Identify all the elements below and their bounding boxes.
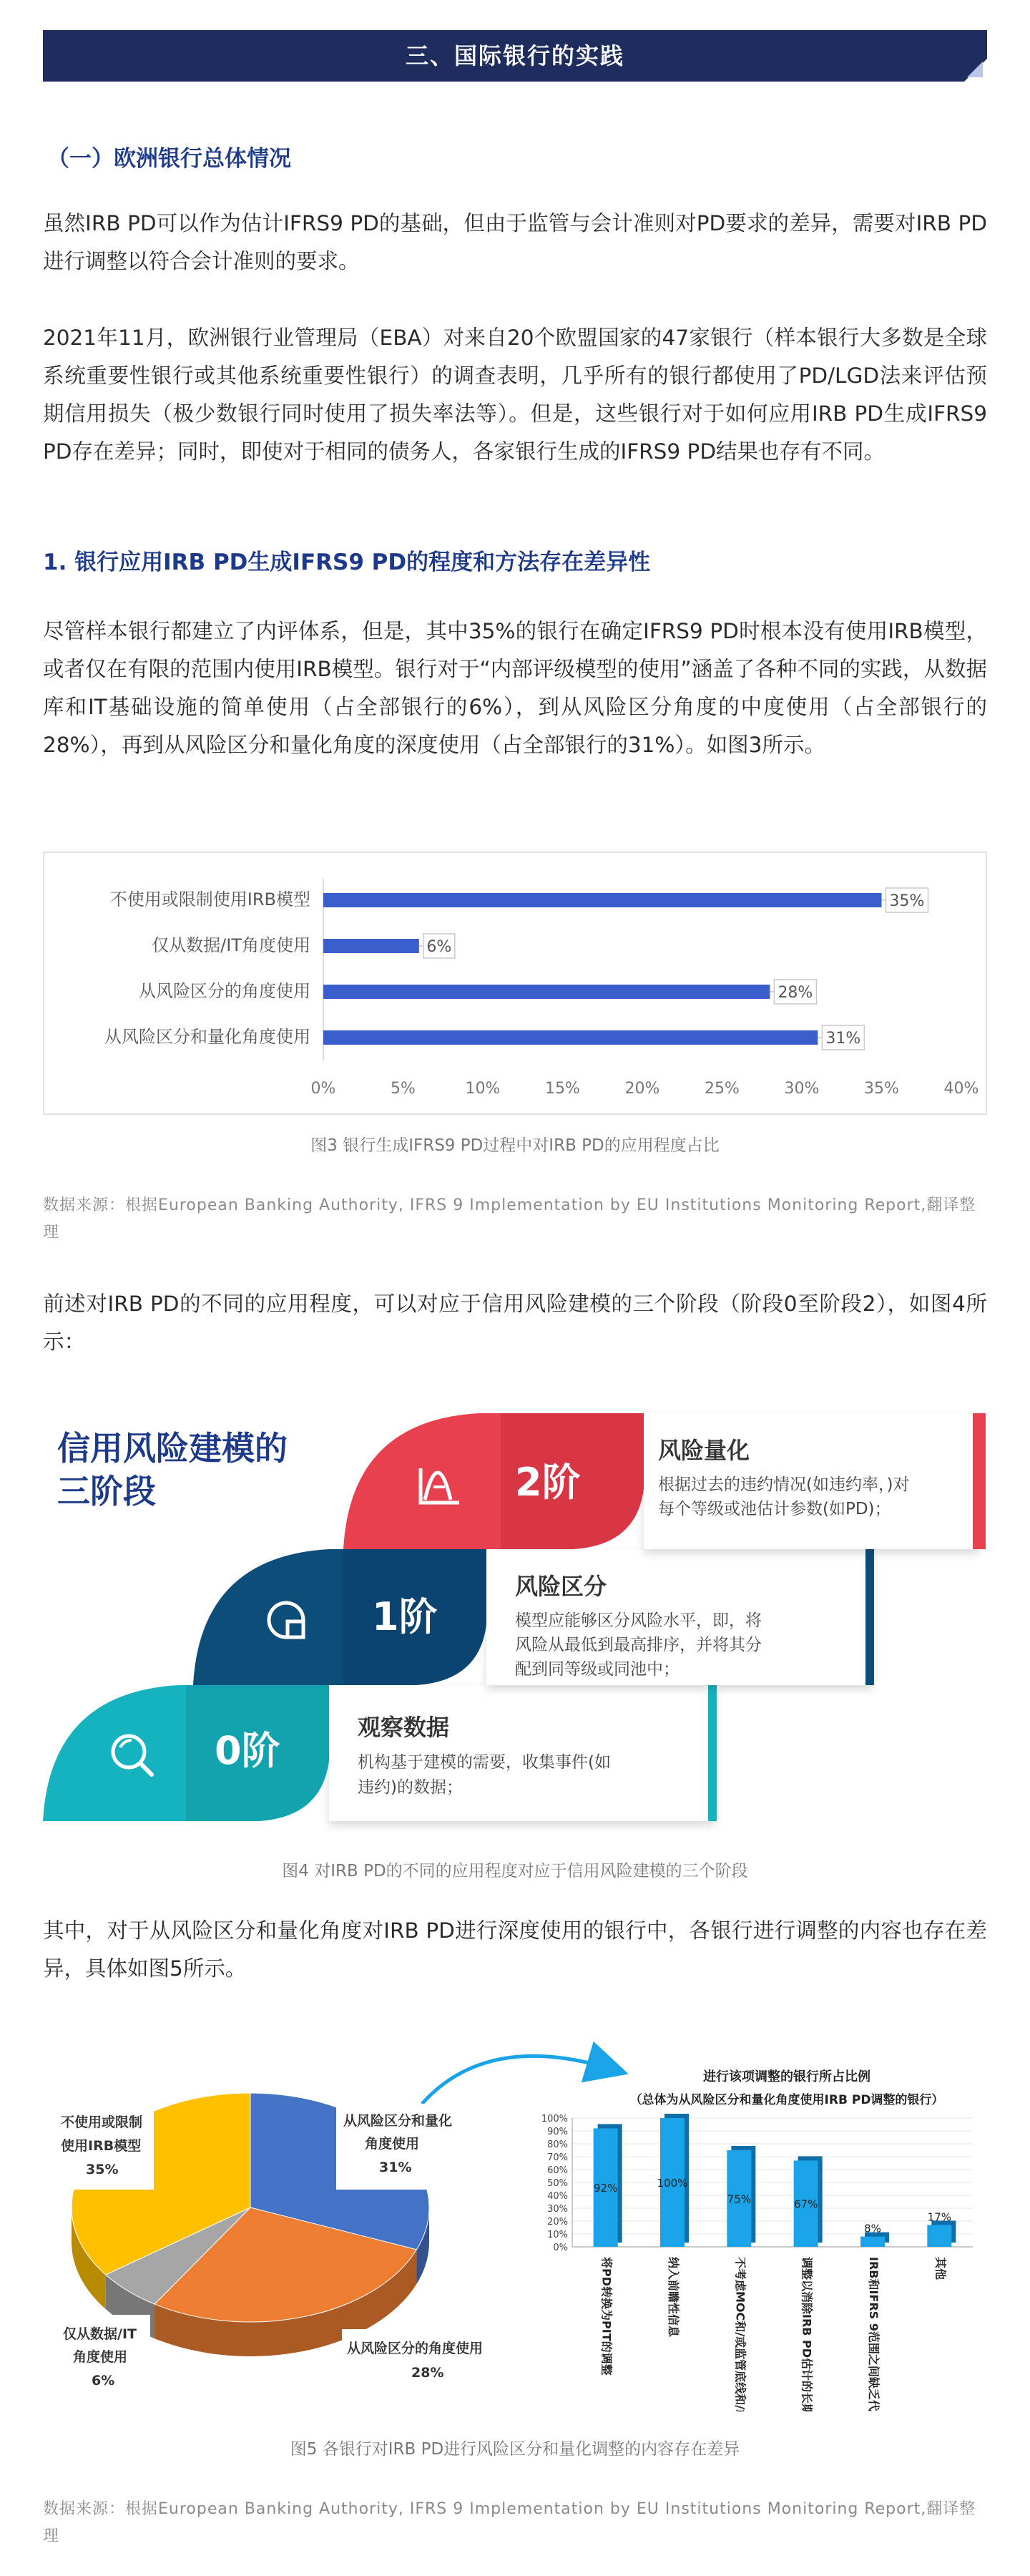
bar-category-label: 纳入前瞻性信息 xyxy=(667,2257,680,2338)
stage-2-label: 2阶 xyxy=(515,1460,581,1505)
stage-1-desc-line2: 风险从最低到最高排序，并将其分 xyxy=(515,1636,762,1654)
stage-2-name: 风险量化 xyxy=(658,1437,750,1464)
stage-2-desc-line1: 根据过去的违约情况(如违约率，)对 xyxy=(658,1475,910,1494)
bar-chart-title: 进行该项调整的银行所占比例 xyxy=(703,2069,870,2084)
y-tick-label: 0% xyxy=(553,2243,568,2253)
diagram-title-line1: 信用风险建模的 xyxy=(57,1429,288,1468)
stage-1-label: 1阶 xyxy=(372,1594,438,1639)
stage-0-desc-line1: 机构基于建模的需要，收集事件(如 xyxy=(358,1753,611,1772)
bar-value-label: 17% xyxy=(927,2210,952,2224)
category-label: 仅从数据/IT角度使用 xyxy=(152,935,310,955)
y-tick-label: 100% xyxy=(541,2114,568,2124)
y-tick-label: 60% xyxy=(547,2165,568,2176)
bar-chart-svg xyxy=(44,853,986,1113)
stage-0-label: 0阶 xyxy=(215,1728,280,1773)
connector-arrow xyxy=(422,2056,608,2104)
stage-0-accent-bar xyxy=(708,1685,717,1821)
data-label: 35% xyxy=(889,892,925,910)
x-tick-label: 30% xyxy=(784,1080,820,1098)
pie-label-3-value: 6% xyxy=(92,2373,115,2389)
x-tick-label: 35% xyxy=(864,1080,899,1098)
bar-value-label: 8% xyxy=(864,2222,881,2235)
figure-5-caption: 图5 各银行对IRB PD进行风险区分和量化调整的内容存在差异 xyxy=(290,2440,740,2459)
y-tick-label: 20% xyxy=(547,2217,568,2228)
figure-5-source: 数据来源：根据European Banking Authority, IFRS 9 Implementation by EU Institutions Monitoring Report,翻译整理 xyxy=(43,2500,976,2545)
y-tick-label: 10% xyxy=(547,2230,568,2240)
figure-4-caption: 图4 对IRB PD的不同的应用程度对应于信用风险建模的三个阶段 xyxy=(282,1862,748,1880)
pie-label-box-2 xyxy=(342,2329,521,2394)
bar-value-label: 67% xyxy=(793,2197,818,2211)
figure-3-bar-chart xyxy=(43,852,987,1115)
pie-label-4-value: 35% xyxy=(86,2162,119,2177)
paragraph-3: 尽管样本银行都建立了内评体系，但是，其中35%的银行在确定IFRS9 PD时根本没有使用IRB模型，或者仅在有限的范围内使用IRB模型。银行对于“内部评级模型的使用”涵盖了各种不同的实践，从数据库和IT基础设施的简单使用（占全部银行的6%），到从风险区分角度的中度使用（占全部银行的28%），再到从风险区分和量化角度的深度使用（占全部银行的31%）。如图3所示。 xyxy=(43,619,987,757)
section-title: 三、国际银行的实践 xyxy=(405,42,624,69)
category-label: 从风险区分的角度使用 xyxy=(139,981,310,1001)
data-label: 31% xyxy=(825,1030,861,1048)
bar xyxy=(323,939,419,953)
y-tick-label: 90% xyxy=(547,2127,568,2137)
data-label: 28% xyxy=(778,984,813,1002)
y-tick-label: 50% xyxy=(547,2178,568,2189)
banner-corner-accent xyxy=(967,62,983,77)
bar-category-label: 不考虑MOC和/或监管底线和/或监管附加项 xyxy=(733,2257,747,2411)
paragraph-5: 其中，对于从风险区分和量化角度对IRB PD进行深度使用的银行中，各银行进行调整的内容也存在差异，具体如图5所示。 xyxy=(43,1918,987,1981)
x-tick-label: 40% xyxy=(943,1080,979,1098)
section-banner xyxy=(43,30,987,82)
pie-label-2: 从风险区分的角度使用 xyxy=(347,2341,484,2356)
paragraph-1: 虽然IRB PD可以作为估计IFRS9 PD的基础，但由于监管与会计准则对PD要求的差异，需要对IRB PD进行调整以符合会计准则的要求。 xyxy=(43,211,987,273)
pie-label-1-line1: 从风险区分和量化 xyxy=(343,2113,453,2129)
diagram-title-line2: 三阶段 xyxy=(57,1472,156,1511)
pie-label-4-line2: 使用IRB模型 xyxy=(61,2138,142,2154)
adjustment-bar-chart xyxy=(541,2069,973,2411)
y-tick-label: 30% xyxy=(547,2204,568,2215)
bar-value-label: 100% xyxy=(657,2177,688,2190)
bar-category-label: 调整以消除IRB PD估计的长期平均性质 xyxy=(800,2257,814,2411)
y-tick-label: 40% xyxy=(547,2191,568,2202)
bar-category-label: IRB和IFRS 9范围之间缺乏代表性 xyxy=(867,2257,881,2411)
stage-2-desc-line2: 每个等级或池估计参数(如PD)； xyxy=(658,1500,891,1518)
stage-1-name: 风险区分 xyxy=(515,1573,607,1600)
stage-1-desc-line1: 模型应能够区分风险水平，即，将 xyxy=(515,1611,762,1630)
pie-label-4-line1: 不使用或限制 xyxy=(61,2114,143,2130)
pie-label-1-line2: 角度使用 xyxy=(365,2136,420,2152)
stages-svg xyxy=(43,1402,987,1832)
paragraph-2: 2021年11月，欧洲银行业管理局（EBA）对来自20个欧盟国家的47家银行（样本银行大多数是全球系统重要性银行或其他系统重要性银行）的调查表明，几乎所有的银行都使用了PD/LGD法来评估预期信用损失（极少数银行同时使用了损失率法等）。但是，这些银行对于如何应用IRB PD生成IFRS9 PD存在差异；同时，即使对于相同的债务人，各家银行生成的IFRS9 PD结果也存有不同。 xyxy=(43,326,987,464)
y-tick-label: 80% xyxy=(547,2140,568,2150)
bar-category-label: 其他 xyxy=(933,2257,948,2280)
stage-2 xyxy=(343,1413,986,1549)
figure-5-pie-and-bar xyxy=(43,2025,987,2411)
y-tick-label: 70% xyxy=(547,2152,568,2163)
data-label: 6% xyxy=(426,938,452,956)
bar xyxy=(323,1030,818,1045)
subheading-1: 1. 银行应用IRB PD生成IFRS9 PD的程度和方法存在差异性 xyxy=(43,550,651,575)
x-tick-label: 15% xyxy=(545,1080,580,1098)
bar xyxy=(860,2237,885,2247)
bar xyxy=(927,2225,951,2247)
figure-4-stages-diagram xyxy=(43,1402,987,1832)
x-tick-label: 10% xyxy=(465,1080,501,1098)
x-tick-label: 20% xyxy=(624,1080,660,1098)
bar-chart-subtitle: （总体为从风险区分和量化角度使用IRB PD调整的银行） xyxy=(629,2093,944,2107)
pie-label-3-line2: 角度使用 xyxy=(73,2349,128,2365)
bar-value-label: 92% xyxy=(593,2182,618,2195)
stage-1-desc-line3: 配到同等级或同池中； xyxy=(515,1660,680,1679)
pie-label-3-line1: 仅从数据/IT xyxy=(63,2326,137,2342)
stage-1 xyxy=(193,1549,874,1685)
pie-label-2-value: 28% xyxy=(411,2365,444,2381)
x-tick-label: 0% xyxy=(310,1080,336,1098)
figure-5-svg xyxy=(43,2025,987,2411)
bar xyxy=(323,893,882,907)
stage-2-accent-bar xyxy=(973,1413,986,1549)
section-heading: （一）欧洲银行总体情况 xyxy=(47,146,291,172)
category-label: 从风险区分和量化角度使用 xyxy=(104,1027,310,1047)
x-tick-label: 5% xyxy=(391,1080,416,1098)
pie-label-1-value: 31% xyxy=(379,2160,412,2175)
bar xyxy=(323,985,770,999)
x-tick-label: 25% xyxy=(705,1080,740,1098)
stage-1-accent-bar xyxy=(865,1549,874,1685)
stage-0-name: 观察数据 xyxy=(358,1714,450,1741)
figure-3-caption: 图3 银行生成IFRS9 PD过程中对IRB PD的应用程度占比 xyxy=(310,1136,720,1155)
category-label: 不使用或限制使用IRB模型 xyxy=(109,889,310,909)
stage-0-desc-line2: 违约)的数据； xyxy=(358,1778,463,1797)
stage-0 xyxy=(43,1685,717,1821)
figure-3-source: 数据来源：根据European Banking Authority, IFRS 9 Implementation by EU Institutions Monitoring Report,翻译整理 xyxy=(43,1196,976,1241)
bar-value-label: 75% xyxy=(727,2192,752,2206)
paragraph-4: 前述对IRB PD的不同的应用程度，可以对应于信用风险建模的三个阶段（阶段0至阶段2），如图4所示： xyxy=(43,1292,987,1354)
bar-category-label: 将PD转换为PIT的调整 xyxy=(599,2257,614,2376)
